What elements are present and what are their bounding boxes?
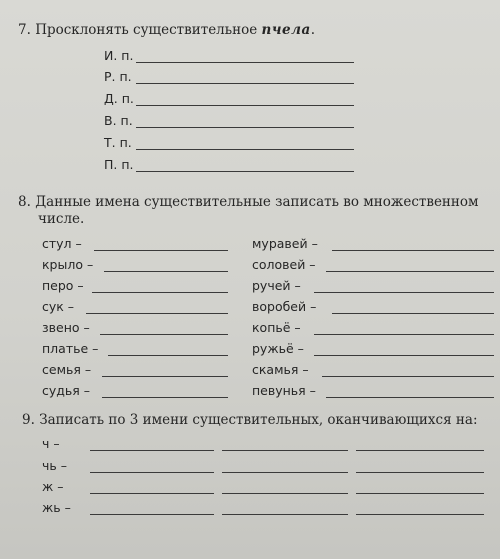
word-label: семья –: [42, 362, 92, 377]
ending-label: чь –: [42, 458, 67, 473]
answer-line[interactable]: [326, 271, 494, 272]
word-row: [0, 257, 240, 275]
word-row: [252, 236, 496, 254]
word-label: ружьё –: [252, 341, 304, 356]
answer-line[interactable]: [92, 292, 228, 293]
word-row: [0, 299, 240, 317]
word-label: сук –: [42, 299, 75, 314]
word-row: [252, 257, 496, 275]
ending-label: ж –: [42, 479, 64, 494]
answer-line[interactable]: [356, 450, 484, 451]
task-7-text: Просклонять существительное: [35, 22, 258, 38]
task-7-number: 7.: [18, 22, 31, 38]
answer-line[interactable]: [314, 292, 494, 293]
answer-line[interactable]: [222, 493, 348, 494]
word-row: [252, 383, 496, 401]
word-label: звено –: [42, 320, 90, 335]
word-label: муравей –: [252, 236, 318, 251]
ending-row: [0, 479, 500, 497]
answer-line[interactable]: [314, 334, 494, 335]
task-7-period: .: [310, 22, 316, 38]
word-label: судья –: [42, 383, 91, 398]
answer-line[interactable]: [108, 355, 228, 356]
answer-line[interactable]: [102, 397, 228, 398]
case-label: П. п.: [104, 157, 134, 172]
answer-line[interactable]: [90, 450, 214, 451]
answer-line[interactable]: [136, 127, 354, 128]
answer-line[interactable]: [86, 313, 228, 314]
case-label: В. п.: [104, 113, 133, 128]
answer-line[interactable]: [136, 83, 354, 84]
case-label: Т. п.: [104, 135, 132, 150]
answer-line[interactable]: [222, 450, 348, 451]
task-8-title: [18, 194, 479, 211]
answer-line[interactable]: [90, 493, 214, 494]
word-row: [0, 383, 240, 401]
case-label: Р. п.: [104, 69, 132, 84]
word-label: скамья –: [252, 362, 309, 377]
case-label: Д. п.: [104, 91, 134, 106]
word-row: [252, 278, 496, 296]
answer-line[interactable]: [222, 514, 348, 515]
word-row: [0, 320, 240, 338]
case-label: И. п.: [104, 48, 134, 63]
word-label: платье –: [42, 341, 99, 356]
word-row: [252, 362, 496, 380]
answer-line[interactable]: [322, 376, 494, 377]
answer-line[interactable]: [94, 250, 228, 251]
answer-line[interactable]: [356, 472, 484, 473]
ending-label: жь –: [42, 500, 71, 515]
word-row: [0, 278, 240, 296]
answer-line[interactable]: [136, 105, 354, 106]
word-label: певунья –: [252, 383, 316, 398]
ending-row: [0, 436, 500, 454]
word-label: ручей –: [252, 278, 301, 293]
task-7-title: [18, 22, 315, 39]
word-label: копьё –: [252, 320, 301, 335]
word-row: [252, 341, 496, 359]
word-row: [0, 341, 240, 359]
answer-line[interactable]: [136, 171, 354, 172]
answer-line[interactable]: [356, 493, 484, 494]
answer-line[interactable]: [356, 514, 484, 515]
word-row: [252, 299, 496, 317]
answer-line[interactable]: [90, 472, 214, 473]
word-label: крыло –: [42, 257, 94, 272]
task-9-title: [22, 412, 478, 429]
word-row: [0, 362, 240, 380]
task-8-number: 8.: [18, 194, 31, 210]
ending-row: [0, 458, 500, 476]
ending-label: ч –: [42, 436, 60, 451]
answer-line[interactable]: [332, 250, 494, 251]
task-8-title-cont: [38, 211, 84, 228]
answer-line[interactable]: [314, 355, 494, 356]
answer-line[interactable]: [136, 62, 354, 63]
task-9-text: Записать по 3 имени существительных, оканчивающихся на:: [39, 412, 478, 428]
answer-line[interactable]: [222, 472, 348, 473]
task-9-number: 9.: [22, 412, 35, 428]
task-8-line-1: Данные имена существительные записать во множественном: [35, 194, 479, 210]
answer-line[interactable]: [90, 514, 214, 515]
word-label: перо –: [42, 278, 84, 293]
answer-line[interactable]: [326, 397, 494, 398]
word-row: [252, 320, 496, 338]
word-row: [0, 236, 240, 254]
ending-row: [0, 500, 500, 518]
answer-line[interactable]: [100, 334, 228, 335]
task-8-line-2: числе.: [38, 211, 85, 227]
word-label: воробей –: [252, 299, 317, 314]
task-7-word: пчела: [261, 22, 311, 38]
answer-line[interactable]: [332, 313, 494, 314]
answer-line[interactable]: [102, 376, 228, 377]
answer-line[interactable]: [104, 271, 228, 272]
answer-line[interactable]: [136, 149, 354, 150]
word-label: стул –: [42, 236, 82, 251]
word-label: соловей –: [252, 257, 316, 272]
